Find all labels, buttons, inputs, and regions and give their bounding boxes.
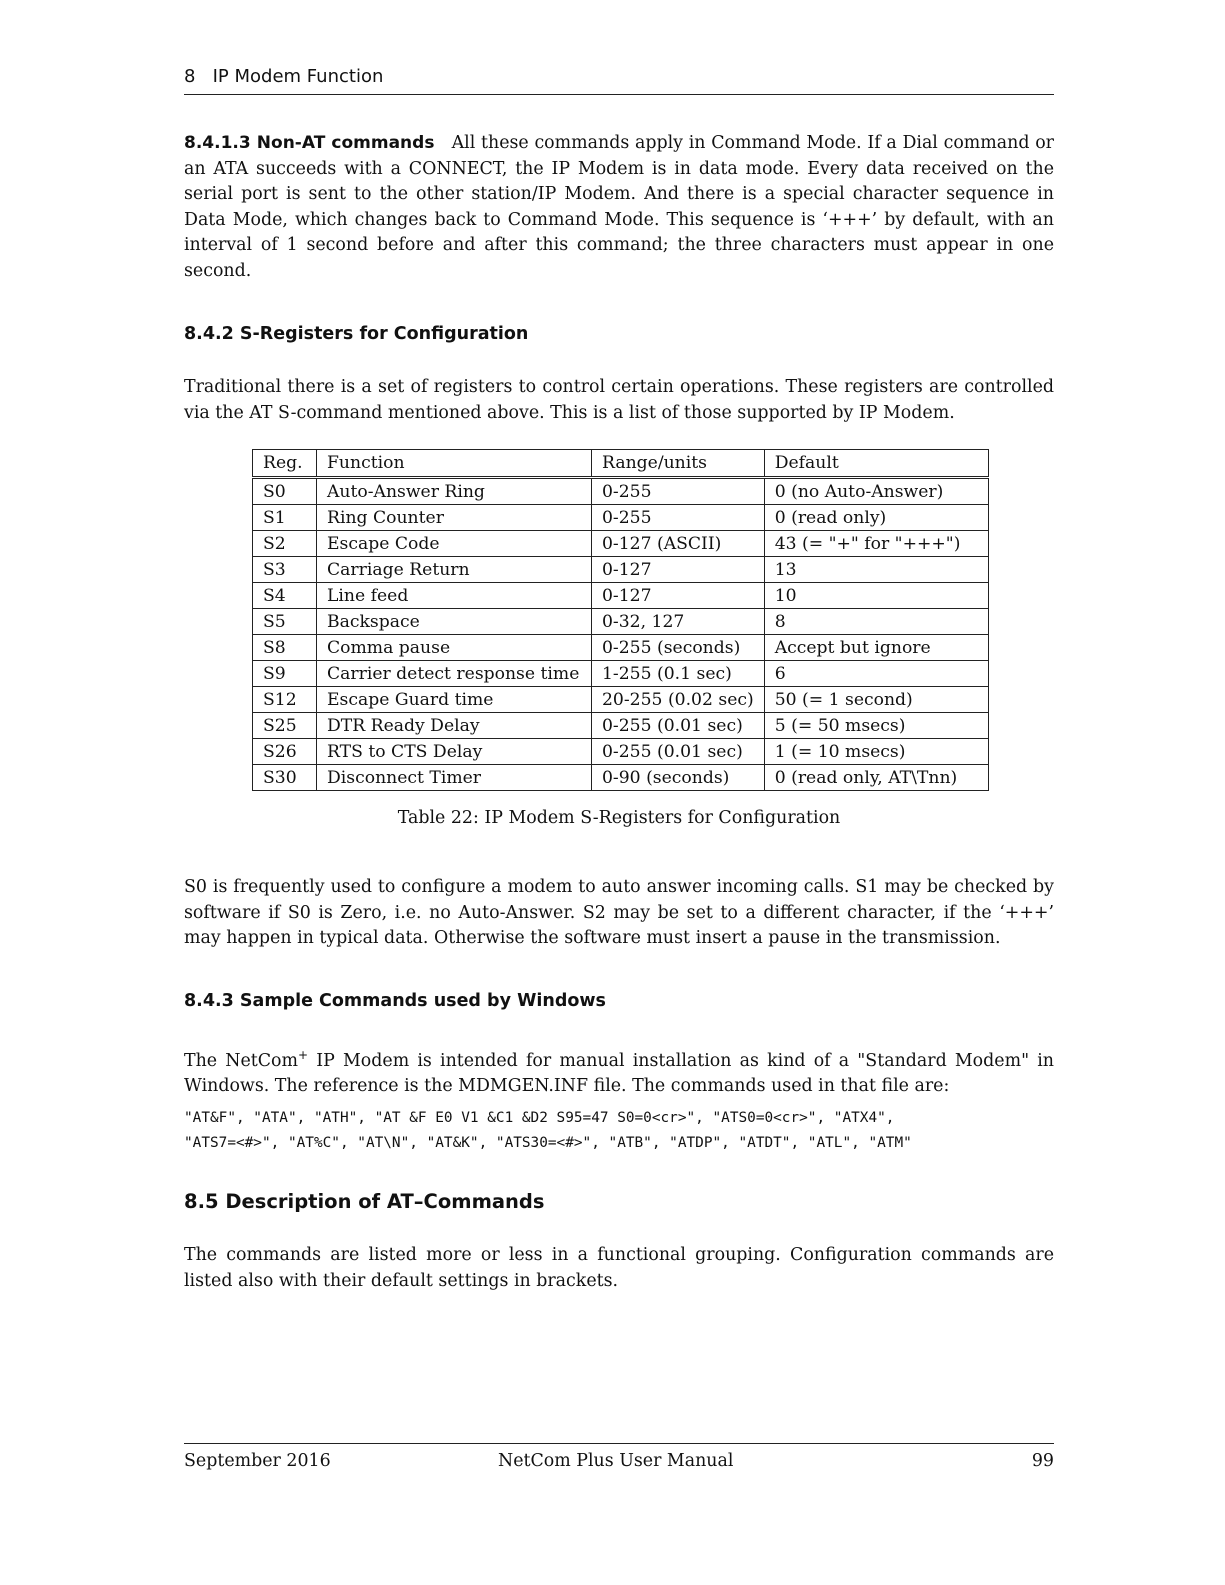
section-843-heading: 8.4.3 Sample Commands used by Windows <box>184 991 606 1011</box>
table-cell: S26 <box>253 739 317 765</box>
table-cell: 13 <box>764 557 988 583</box>
table-row <box>253 609 989 635</box>
table-row <box>253 713 989 739</box>
table-cell: 10 <box>764 583 988 609</box>
table-cell: S12 <box>253 687 317 713</box>
table-cell: 50 (= 1 second) <box>764 687 988 713</box>
table-row <box>253 739 989 765</box>
command-line-1: "AT&F", "ATA", "ATH", "AT &F E0 V1 &C1 &D2 S95=47 S0=0<cr>", "ATS0=0<cr>", "ATX4", <box>184 1110 895 1126</box>
section-842-intro: Traditional there is a set of registers to control certain operations. These registers are controlled via the AT S-command mentioned above. This is a list of those supported by IP Modem. <box>184 377 1054 423</box>
table-cell: Ring Counter <box>317 505 592 531</box>
table-cell: S4 <box>253 583 317 609</box>
table-cell: 0-255 (0.01 sec) <box>592 739 765 765</box>
table-cell: 20-255 (0.02 sec) <box>592 687 765 713</box>
table-cell: 0-127 (ASCII) <box>592 531 765 557</box>
superscript-plus: + <box>298 1048 309 1062</box>
table-cell: Carrier detect response time <box>317 661 592 687</box>
section-843-text-part: The NetCom <box>184 1050 299 1071</box>
table-cell: 0-255 <box>592 478 765 505</box>
running-head <box>184 66 1054 87</box>
section-8413-paragraph <box>184 131 1054 284</box>
table-cell: 0-32, 127 <box>592 609 765 635</box>
table-row <box>253 505 989 531</box>
table-header-cell: Reg. <box>253 450 317 478</box>
table-row <box>253 557 989 583</box>
table-cell: 0-127 <box>592 583 765 609</box>
table-caption: Table 22: IP Modem S-Registers for Configuration <box>397 808 841 828</box>
table-cell: 8 <box>764 609 988 635</box>
table-cell: 0-90 (seconds) <box>592 765 765 791</box>
section-842-heading: 8.4.2 S-Registers for Configuration <box>184 324 529 344</box>
command-list <box>184 1106 1064 1156</box>
table-cell: 0 (read only) <box>764 505 988 531</box>
command-line-2: "ATS7=<#>", "AT%C", "AT\N", "AT&K", "ATS30=<#>", "ATB", "ATDP", "ATDT", "ATL", "ATM" <box>184 1135 912 1151</box>
s-register-table <box>252 449 989 791</box>
table-header-row <box>253 450 989 478</box>
table-cell: Accept but ignore <box>764 635 988 661</box>
table-cell: S1 <box>253 505 317 531</box>
page-number: 99 <box>1031 1451 1054 1471</box>
table-cell: Auto-Answer Ring <box>317 478 592 505</box>
table-header-cell: Function <box>317 450 592 478</box>
table-cell: Carriage Return <box>317 557 592 583</box>
footer-date: September 2016 <box>184 1451 331 1471</box>
section-85-heading: 8.5 Description of AT–Commands <box>184 1190 545 1213</box>
section-8413-heading: 8.4.1.3 Non-AT commands <box>184 133 435 153</box>
table-cell: 0 (read only, AT\Tnn) <box>764 765 988 791</box>
section-8413-text: All these commands apply in Command Mode. If a Dial command or an ATA succeeds with a CONNECT, the IP Modem is in data mode. Every data received on the serial port is sent to the other station/IP Modem. And there is a special character sequence in Data Mode, which changes back to Command Mode. This sequence is ‘+++’ by default, with an interval of 1 second before and after this command; the three characters must appear in one second. <box>184 133 1054 281</box>
table-row <box>253 687 989 713</box>
footer-title: NetCom Plus User Manual <box>498 1451 734 1471</box>
table-cell: S0 <box>253 478 317 505</box>
table-header-cell: Range/units <box>592 450 765 478</box>
table-cell: RTS to CTS Delay <box>317 739 592 765</box>
table-cell: S9 <box>253 661 317 687</box>
table-cell: Backspace <box>317 609 592 635</box>
table-cell: 5 (= 50 msecs) <box>764 713 988 739</box>
table-row <box>253 583 989 609</box>
chapter-number: 8 <box>184 66 196 87</box>
table-cell: 0-255 (0.01 sec) <box>592 713 765 739</box>
table-cell: Escape Code <box>317 531 592 557</box>
table-row <box>253 635 989 661</box>
table-cell: S25 <box>253 713 317 739</box>
table-row <box>253 531 989 557</box>
table-cell: Disconnect Timer <box>317 765 592 791</box>
table-cell: DTR Ready Delay <box>317 713 592 739</box>
table-cell: Line feed <box>317 583 592 609</box>
table-row <box>253 478 989 505</box>
table-cell: Comma pause <box>317 635 592 661</box>
footer-rule <box>184 1443 1054 1444</box>
table-cell: 43 (= "+" for "+++") <box>764 531 988 557</box>
table-cell: 1-255 (0.1 sec) <box>592 661 765 687</box>
chapter-title: IP Modem Function <box>212 66 384 87</box>
table-cell: 0 (no Auto-Answer) <box>764 478 988 505</box>
after-table-paragraph: S0 is frequently used to configure a modem to auto answer incoming calls. S1 may be checked by software if S0 is Zero, i.e. no Auto-Answer. S2 may be set to a different character, if the ‘+++’ may happen in typical data. Otherwise the software must insert a pause in the transmission. <box>184 877 1054 948</box>
table-cell: S2 <box>253 531 317 557</box>
table-cell: 6 <box>764 661 988 687</box>
table-cell: 0-127 <box>592 557 765 583</box>
table-cell: S8 <box>253 635 317 661</box>
table-cell: 1 (= 10 msecs) <box>764 739 988 765</box>
section-843-text <box>184 1043 1054 1100</box>
table-row <box>253 765 989 791</box>
header-rule <box>184 94 1054 95</box>
table-header-cell: Default <box>764 450 988 478</box>
table-cell: 0-255 (seconds) <box>592 635 765 661</box>
table-cell: S5 <box>253 609 317 635</box>
table-cell: S3 <box>253 557 317 583</box>
table-cell: Escape Guard time <box>317 687 592 713</box>
table-cell: 0-255 <box>592 505 765 531</box>
section-85-text: The commands are listed more or less in a functional grouping. Configuration commands are listed also with their default settings in brackets. <box>184 1245 1054 1291</box>
table-cell: S30 <box>253 765 317 791</box>
section-843-text-part: IP Modem is intended for manual installation as kind of a "Standard Modem" in Windows. The reference is the MDMGEN.INF file. The commands used in that file are: <box>184 1050 1054 1097</box>
table-row <box>253 661 989 687</box>
